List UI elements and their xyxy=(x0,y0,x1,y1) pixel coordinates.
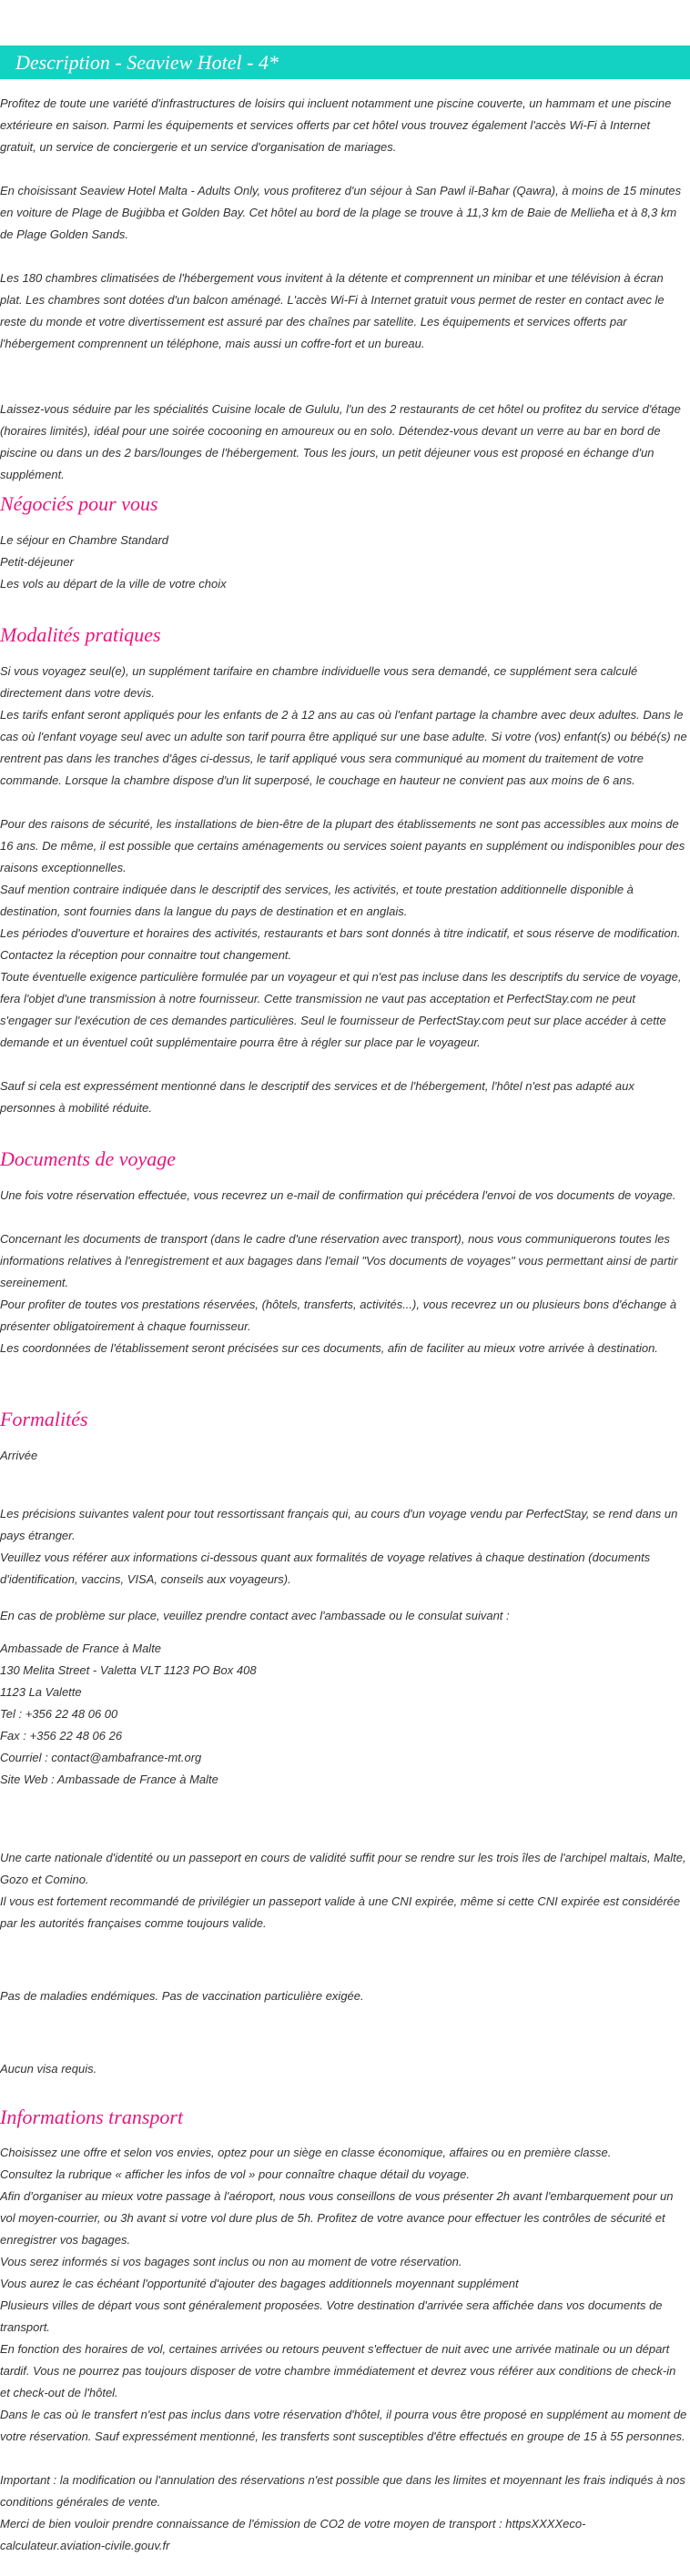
negocies-heading: Négociés pour vous xyxy=(0,492,158,515)
negocies-item: Petit-déjeuner xyxy=(0,555,74,569)
description-paragraph-1: Profitez de toute une variété d'infrastructures de loisirs qui incluent notamment une piscine couverte, un hammam et une piscine extérieure en saison. Parmi les équipements et services offerts par cet hôtel vous trouvez également l'accès Wi-Fi à Internet gratuit, un service de conciergerie et un service d'organisation de mariages. xyxy=(0,96,672,154)
transport-line: Important : la modification ou l'annulation des réservations n'est possible que dans les limites et moyennant les frais indiqués à nos conditions générales de vente. xyxy=(0,2473,685,2509)
transport-line: En fonction des horaires de vol, certaines arrivées ou retours peuvent s'effectuer de nuit avec une arrivée matinale ou un départ tardif. Vous ne pourrez pas toujours disposer de votre chambre immédiatement et devrez vous référer aux conditions de check-in et check-out de l'hôtel. xyxy=(0,2342,676,2399)
embassy-line: 1123 La Valette xyxy=(0,1685,82,1699)
modalites-line: Sauf si cela est expressément mentionné dans le descriptif des services et de l'hébergement, l'hôtel n'est pas adapté aux personnes à mobilité réduite. xyxy=(0,1079,634,1115)
modalites-line: Toute éventuelle exigence particulière formulée par un voyageur et qui n'est pas incluse dans les descriptifs du service de voyage, fera l'objet d'une transmission à notre fournisseur. Cette transmission ne vaut pas acceptation et PerfectStay.com ne peut s'engager sur l'exécution de ces demandes particulières. Seul le fournisseur de PerfectStay.com peut sur place accéder à cette demande et un éventuel coût supplémentaire pourra être à régler sur place par le voyageur. xyxy=(0,970,682,1049)
transport-line: Consultez la rubrique « afficher les infos de vol » pour connaître chaque détail du voyage. xyxy=(0,2167,470,2181)
modalites-heading: Modalités pratiques xyxy=(0,623,161,646)
embassy-phone: Tel : +356 22 48 06 00 xyxy=(0,1707,118,1721)
negocies-item: Le séjour en Chambre Standard xyxy=(0,533,169,547)
visa-note: Aucun visa requis. xyxy=(0,2062,97,2076)
modalites-line: Sauf mention contraire indiquée dans le descriptif des services, les activités, et toute prestation additionnelle disponible à destination, sont fournies dans la langue du pays de destination et en anglais. xyxy=(0,883,634,918)
transport-line: Plusieurs villes de départ vous sont généralement proposées. Votre destination d'arrivée sera affichée dans vos documents de transport. xyxy=(0,2298,663,2334)
transport-line: Vous serez informés si vos bagages sont inclus ou non au moment de votre réservation. xyxy=(0,2255,462,2268)
embassy-email: Courriel : contact@ambafrance-mt.org xyxy=(0,1751,202,1764)
documents-heading: Documents de voyage xyxy=(0,1147,177,1170)
description-paragraph-3: Les 180 chambres climatisées de l'hébergement vous invitent à la détente et comprennent un minibar et une télévision à écran plat. Les chambres sont dotées d'un balcon aménagé. L'accès Wi-Fi à Internet gratuit vous permet de rester en contact avec le reste du monde et votre divertissement est assuré par des chaînes par satellite. Les équipements et services offerts par l'hébergement comprennent un téléphone, mais aussi un coffre-fort et un bureau. xyxy=(0,271,665,350)
transport-line: Afin d'organiser au mieux votre passage à l'aéroport, nous vous conseillons de vous présenter 2h avant l'embarquement pour un vol moyen-courrier, ou 3h avant si votre vol dure plus de 5h. Profitez de votre avance pour effectuer les contrôles de sécurité et enregistrer vos bagages. xyxy=(0,2189,674,2247)
documents-line: Les coordonnées de l'établissement seront précisées sur ces documents, afin de faciliter au mieux votre arrivée à destination. xyxy=(0,1341,658,1355)
transport-line: Dans le cas où le transfert n'est pas inclus dans votre réservation d'hôtel, il pourra vous être proposé en supplément au moment de votre réservation. Sauf expressément mentionné, les transferts sont susceptibles d'être effectués en groupe de 15 à 55 personnes. xyxy=(0,2408,687,2443)
transport-co2-line: Merci de bien vouloir prendre connaissance de l'émission de CO2 de votre moyen de transport : httpsXXXXeco-calculateur.aviation-civile.gouv.fr xyxy=(0,2517,586,2552)
embassy-line: Ambassade de France à Malte xyxy=(0,1642,162,1655)
health-note: Pas de maladies endémiques. Pas de vaccination particulière exigée. xyxy=(0,1989,364,2003)
transport-heading: Informations transport xyxy=(0,2106,184,2128)
documents-line: Pour profiter de toutes vos prestations réservées, (hôtels, transferts, activités...), vous recevrez un ou plusieurs bons d'échange à présenter obligatoirement à chaque fournisseur. xyxy=(0,1298,677,1333)
formalites-contact-intro: En cas de problème sur place, veuillez prendre contact avec l'ambassade ou le consulat suivant : xyxy=(0,1609,510,1622)
description-paragraph-2: En choisissant Seaview Hotel Malta - Adults Only, vous profiterez d'un séjour à San Pawl il-Baħar (Qawra), à moins de 15 minutes en voiture de Plage de Buġibba et Golden Bay. Cet hôtel au bord de la plage se trouve à 11,3 km de Baie de Mellieħa et à 8,3 km de Plage Golden Sands. xyxy=(0,184,682,241)
transport-line: Choisissez une offre et selon vos envies, optez pour un siège en classe économique, affaires ou en première classe. xyxy=(0,2146,612,2159)
transport-line: Vous aurez le cas échéant l'opportunité d'ajouter des bagages additionnels moyennant supplément xyxy=(0,2277,519,2290)
embassy-fax: Fax : +356 22 48 06 26 xyxy=(0,1729,123,1743)
description-paragraph-4: Laissez-vous séduire par les spécialités Cuisine locale de Gululu, l'un des 2 restaurants de cet hôtel ou profitez du service d'étage (horaires limités), idéal pour une soirée cocooning en amoureux ou en solo. Détendez-vous devant un verre au bar en bord de piscine ou dans un des 2 bars/lounges de l'hébergement. Tous les jours, un petit déjeuner vous est proposé en échange d'un supplément. xyxy=(0,402,681,481)
embassy-website: Site Web : Ambassade de France à Malte xyxy=(0,1773,218,1786)
formalites-heading: Formalités xyxy=(0,1408,88,1430)
modalites-line: Pour des raisons de sécurité, les installations de bien-être de la plupart des établissements ne sont pas accessibles aux moins de 16 ans. De même, il est possible que certains aménagements ou services soient payants en supplément ou indisponibles pour des raisons exceptionnelles. xyxy=(0,817,685,874)
modalites-line: Si vous voyagez seul(e), un supplément tarifaire en chambre individuelle vous sera demandé, ce supplément sera calculé directement dans votre devis. xyxy=(0,664,638,700)
identity-line: Une carte nationale d'identité ou un passeport en cours de validité suffit pour se rendre sur les trois îles de l'archipel maltais, Malte, Gozo et Comino. xyxy=(0,1851,686,1886)
documents-line: Une fois votre réservation effectuée, vous recevrez un e-mail de confirmation qui précédera l'envoi de vos documents de voyage. xyxy=(0,1188,676,1202)
modalites-line: Les périodes d'ouverture et horaires des activités, restaurants et bars sont donnés à titre indicatif, et sous réserve de modification. Contactez la réception pour connaitre tout changement. xyxy=(0,926,681,962)
identity-line: Il vous est fortement recommandé de privilégier un passeport valide à une CNI expirée, même si cette CNI expirée est considérée par les autorités françaises comme toujours valide. xyxy=(0,1894,681,1930)
formalites-arrivee: Arrivée xyxy=(0,1449,38,1462)
negocies-item: Les vols au départ de la ville de votre choix xyxy=(0,577,227,591)
embassy-line: 130 Melita Street - Valetta VLT 1123 PO Box 408 xyxy=(0,1663,257,1677)
formalites-intro-line: Veuillez vous référer aux informations ci-dessous quant aux formalités de voyage relatives à chaque destination (documents d'identification, vaccins, VISA, conseils aux voyageurs). xyxy=(0,1551,651,1586)
page-title-banner: Description - Seaview Hotel - 4* xyxy=(0,45,690,79)
formalites-intro-line: Les précisions suivantes valent pour tout ressortissant français qui, au cours d'un voyage vendu par PerfectStay, se rend dans un pays étranger. xyxy=(0,1507,678,1542)
documents-line: Concernant les documents de transport (dans le cadre d'une réservation avec transport), nous vous communiquerons toutes les informations relatives à l'enregistrement et aux bagages dans l'email "Vos documents de voyages" vous permettant ainsi de partir sereinement. xyxy=(0,1232,678,1289)
modalites-line: Les tarifs enfant seront appliqués pour les enfants de 2 à 12 ans au cas où l'enfant partage la chambre avec deux adultes. Dans le cas où l'enfant voyage seul avec un adulte son tarif pourra être appliqué sur une base adulte. Si votre (vos) enfant(s) ou bébé(s) ne rentrent pas dans les tranches d'âges ci-dessus, le tarif appliqué vous sera communiqué au moment du traitement de votre commande. Lorsque la chambre dispose d'un lit superposé, le couchage en hauteur ne convient pas aux moins de 6 ans. xyxy=(0,708,687,787)
